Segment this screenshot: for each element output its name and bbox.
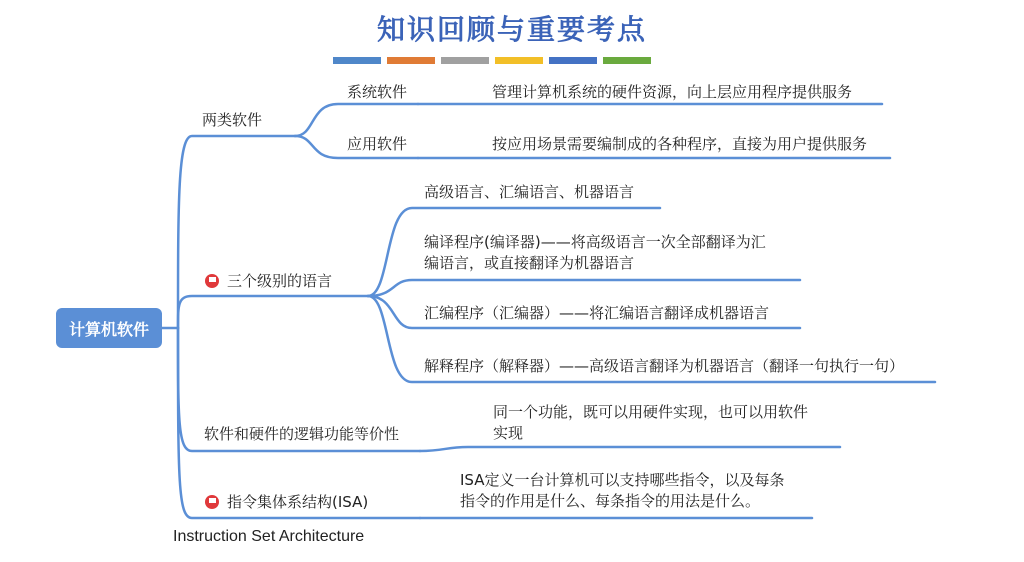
branch-two-types: 两类软件: [202, 111, 263, 129]
page-title: 知识回顾与重要考点: [376, 13, 647, 46]
node-system-software: 系统软件: [347, 83, 408, 101]
branch-isa-label: 指令集体系结构(ISA): [227, 493, 369, 511]
node-language-levels: 高级语言、汇编语言、机器语言: [424, 183, 635, 201]
connector-branch: [178, 296, 368, 328]
node-application-software: 应用软件: [347, 135, 408, 153]
node-compiler-line1: 编译程序(编译器)——将高级语言一次全部翻译为汇: [424, 233, 766, 251]
branch-three-levels-label: 三个级别的语言: [227, 272, 333, 290]
desc-equivalence-line2: 实现: [493, 424, 524, 442]
node-interpreter: 解释程序（解释器）——高级语言翻译为机器语言（翻译一句执行一句）: [424, 357, 905, 375]
desc-application-software: 按应用场景需要编制成的各种程序，直接为用户提供服务: [492, 135, 868, 153]
desc-isa-line1: ISA定义一台计算机可以支持哪些指令，以及每条: [460, 471, 785, 489]
connector-leaf: [368, 280, 800, 296]
footer-caption: Instruction Set Architecture: [173, 528, 365, 545]
desc-equivalence-line1: 同一个功能，既可以用硬件实现，也可以用软件: [493, 403, 809, 421]
desc-system-software: 管理计算机系统的硬件资源，向上层应用程序提供服务: [492, 83, 853, 101]
branch-equivalence: 软件和硬件的逻辑功能等价性: [204, 425, 400, 443]
connector-leaf: [420, 447, 840, 451]
red-flag-icon: [205, 274, 219, 288]
connector-branch: [178, 136, 295, 328]
node-compiler-line2: 编语言，或直接翻译为机器语言: [424, 254, 635, 272]
root-node: 计算机软件: [56, 308, 162, 348]
branch-three-levels: [205, 270, 332, 292]
red-flag-icon: [205, 495, 219, 509]
node-assembler: 汇编程序（汇编器）——将汇编语言翻译成机器语言: [424, 304, 770, 322]
connector-leaf: [295, 104, 418, 136]
desc-isa-line2: 指令的作用是什么、每条指令的用法是什么。: [460, 492, 761, 510]
branch-isa: [205, 491, 368, 513]
